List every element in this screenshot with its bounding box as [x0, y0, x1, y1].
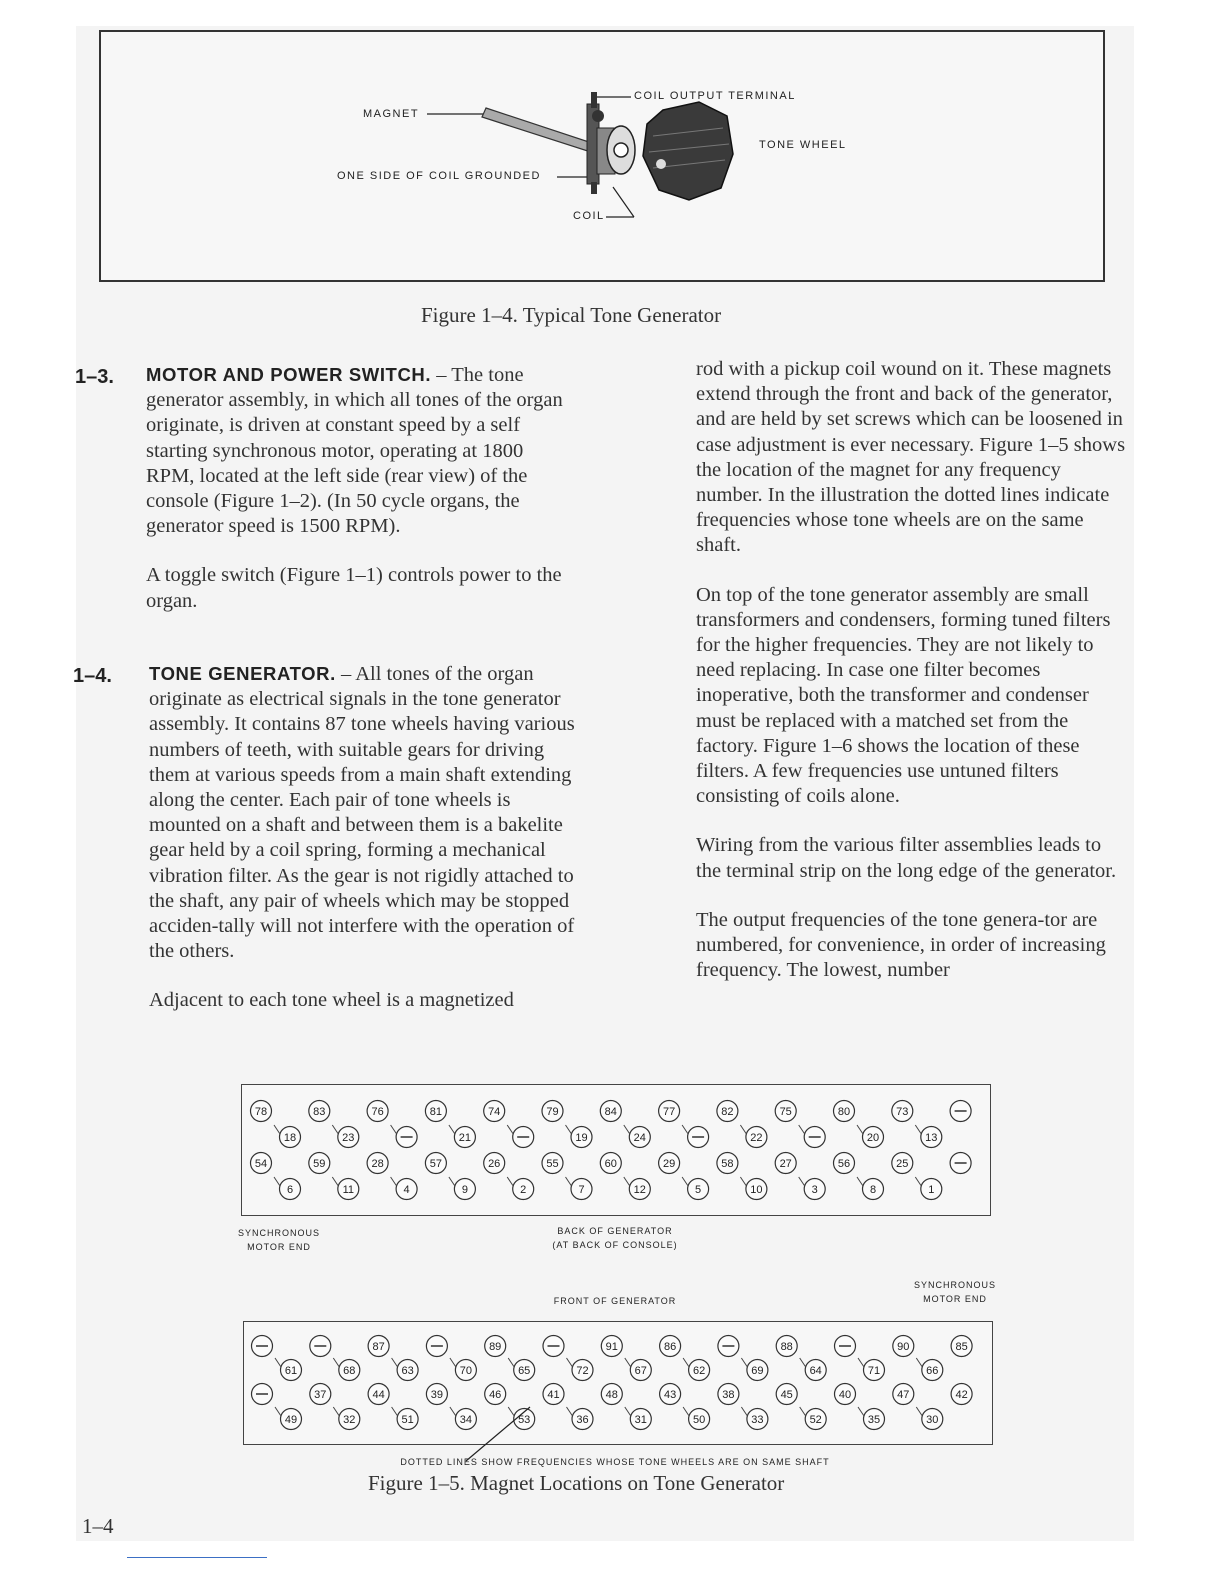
- svg-text:36: 36: [576, 1414, 589, 1426]
- svg-text:11: 11: [342, 1184, 355, 1196]
- svg-text:63: 63: [401, 1365, 414, 1377]
- back-magnet-blank: [396, 1127, 417, 1148]
- front-magnet-31: [630, 1409, 651, 1430]
- back-shaft-line: [624, 1125, 630, 1134]
- back-magnet-1: [921, 1179, 942, 1200]
- back-magnet-blank: [804, 1127, 825, 1148]
- figure-1-4-caption: Figure 1–4. Typical Tone Generator: [421, 303, 722, 327]
- svg-text:44: 44: [372, 1389, 385, 1401]
- back-magnet-blank: [950, 1101, 971, 1122]
- back-shaft-line: [566, 1177, 572, 1186]
- back-magnet-18: [280, 1127, 301, 1148]
- front-shaft-line: [392, 1358, 398, 1367]
- back-magnet-blank: [950, 1153, 971, 1174]
- svg-text:52: 52: [809, 1414, 822, 1426]
- svg-text:32: 32: [343, 1414, 356, 1426]
- back-magnet-2: [513, 1179, 534, 1200]
- svg-text:37: 37: [314, 1389, 327, 1401]
- back-shaft-line: [274, 1125, 280, 1134]
- front-shaft-line: [858, 1358, 864, 1367]
- svg-text:23: 23: [342, 1132, 355, 1144]
- front-magnet-blank: [310, 1336, 331, 1357]
- back-magnet-26: [484, 1153, 505, 1174]
- back-magnet-75: [775, 1101, 796, 1122]
- front-magnet-64: [805, 1360, 826, 1381]
- back-magnet-59: [309, 1153, 330, 1174]
- back-magnet-5: [688, 1179, 709, 1200]
- svg-text:27: 27: [779, 1158, 792, 1170]
- svg-text:4: 4: [403, 1184, 410, 1196]
- svg-text:59: 59: [313, 1158, 326, 1170]
- back-shaft-line: [915, 1177, 921, 1186]
- svg-text:10: 10: [750, 1184, 763, 1196]
- svg-text:74: 74: [488, 1106, 501, 1118]
- right-paragraph-2: On top of the tone generator assembly are small transformers and condensers, forming tuned filters for the higher frequencies. They are not likely to need replacing. In case one filter becomes inoperative, both the transformer and condenser must be replaced with a matched set from the factory. Figure 1–6 shows the location of these filters. A few frequencies use untuned filters consisting of coils alone.: [696, 583, 1111, 808]
- front-magnet-71: [864, 1360, 885, 1381]
- front-magnet-40: [835, 1384, 856, 1405]
- front-magnet-61: [281, 1360, 302, 1381]
- svg-text:6: 6: [286, 1184, 294, 1196]
- front-magnet-35: [864, 1409, 885, 1430]
- back-magnet-78: [251, 1101, 272, 1122]
- back-shaft-line: [857, 1177, 863, 1186]
- back-magnet-27: [775, 1153, 796, 1174]
- front-magnet-67: [630, 1360, 651, 1381]
- front-magnet-91: [601, 1336, 622, 1357]
- svg-text:18: 18: [283, 1132, 297, 1144]
- section-1-4-paragraph: [149, 661, 579, 964]
- right-paragraph-1: rod with a pickup coil wound on it. These magnets extend through the front and back of the generator, and are held by set screws which can be loosened in case adjustment is ever necessary. Figure 1–5 shows the location of the magnet for any frequency number. In the illustration the dotted lines indicate frequencies whose tone wheels are on the same shaft.: [696, 358, 1126, 557]
- svg-text:75: 75: [779, 1106, 792, 1118]
- svg-text:33: 33: [751, 1414, 764, 1426]
- back-of-generator-line2: (AT BACK OF CONSOLE): [552, 1240, 678, 1250]
- front-shaft-line: [275, 1358, 281, 1367]
- front-shaft-line: [683, 1358, 689, 1367]
- svg-text:53: 53: [518, 1414, 531, 1426]
- svg-text:25: 25: [896, 1158, 909, 1170]
- front-magnet-38: [718, 1384, 739, 1405]
- svg-text:5: 5: [695, 1184, 702, 1196]
- svg-text:22: 22: [750, 1132, 763, 1144]
- page-number: 1–4: [82, 1514, 114, 1538]
- svg-text:85: 85: [955, 1341, 968, 1353]
- back-shaft-line: [682, 1177, 688, 1186]
- front-magnet-46: [485, 1384, 506, 1405]
- svg-text:41: 41: [547, 1389, 560, 1401]
- svg-text:81: 81: [429, 1106, 443, 1118]
- back-shaft-line: [449, 1177, 455, 1186]
- back-magnet-80: [834, 1101, 855, 1122]
- front-magnet-89: [485, 1336, 506, 1357]
- svg-text:71: 71: [867, 1365, 881, 1377]
- front-shaft-line: [625, 1358, 631, 1367]
- front-magnet-30: [922, 1409, 943, 1430]
- back-shaft-line: [799, 1125, 805, 1134]
- front-magnet-blank: [718, 1336, 739, 1357]
- back-shaft-line: [274, 1177, 280, 1186]
- front-magnet-37: [310, 1384, 331, 1405]
- coil-output-terminal-label: COIL OUTPUT TERMINAL: [634, 90, 796, 102]
- svg-text:30: 30: [926, 1414, 939, 1426]
- back-magnet-23: [338, 1127, 359, 1148]
- back-magnet-8: [863, 1179, 884, 1200]
- front-shaft-line: [625, 1407, 631, 1416]
- front-magnet-32: [339, 1409, 360, 1430]
- svg-text:28: 28: [371, 1158, 384, 1170]
- front-magnet-63: [397, 1360, 418, 1381]
- back-shaft-line: [740, 1177, 746, 1186]
- front-magnet-90: [893, 1336, 914, 1357]
- back-magnet-74: [484, 1101, 505, 1122]
- back-magnet-76: [367, 1101, 388, 1122]
- svg-text:45: 45: [780, 1389, 793, 1401]
- svg-text:48: 48: [605, 1389, 618, 1401]
- sync-motor-right-line1: SYNCHRONOUS: [913, 1280, 996, 1290]
- back-magnet-21: [454, 1127, 475, 1148]
- back-shaft-line: [391, 1125, 397, 1134]
- front-magnet-65: [514, 1360, 535, 1381]
- back-magnet-54: [251, 1153, 272, 1174]
- front-magnet-blank: [252, 1336, 273, 1357]
- svg-text:72: 72: [576, 1365, 589, 1377]
- front-magnet-blank: [252, 1384, 273, 1405]
- figure-1-5-caption: Figure 1–5. Magnet Locations on Tone Generator: [368, 1471, 785, 1495]
- svg-text:83: 83: [313, 1106, 326, 1118]
- svg-text:20: 20: [866, 1132, 880, 1144]
- right-column: [696, 357, 1128, 1007]
- front-magnet-43: [660, 1384, 681, 1405]
- front-shaft-line: [683, 1407, 689, 1416]
- front-magnet-66: [922, 1360, 943, 1381]
- back-magnet-20: [863, 1127, 884, 1148]
- front-shaft-line: [392, 1407, 398, 1416]
- back-magnet-77: [659, 1101, 680, 1122]
- left-column-bottom: [149, 661, 579, 1038]
- back-magnet-82: [717, 1101, 738, 1122]
- front-shaft-line: [508, 1358, 514, 1367]
- back-magnet-7: [571, 1179, 592, 1200]
- front-magnet-52: [805, 1409, 826, 1430]
- back-shaft-line: [391, 1177, 397, 1186]
- front-magnet-70: [455, 1360, 476, 1381]
- back-magnet-9: [454, 1179, 475, 1200]
- back-magnet-58: [717, 1153, 738, 1174]
- section-1-4-number: 1–4.: [73, 665, 112, 687]
- svg-text:34: 34: [459, 1414, 473, 1426]
- generator-back-diagram: [241, 1084, 991, 1216]
- figure-1-4-box: [99, 30, 1105, 282]
- front-magnet-85: [951, 1336, 972, 1357]
- back-magnet-81: [425, 1101, 446, 1122]
- svg-text:2: 2: [520, 1184, 527, 1196]
- svg-text:12: 12: [633, 1184, 646, 1196]
- back-magnet-12: [629, 1179, 650, 1200]
- front-magnet-45: [776, 1384, 797, 1405]
- back-magnet-3: [804, 1179, 825, 1200]
- tone-generator-illustration: [101, 32, 1103, 280]
- generator-front-diagram: [243, 1321, 993, 1445]
- front-magnet-48: [601, 1384, 622, 1405]
- section-1-3-number: 1–3.: [75, 366, 114, 388]
- front-of-generator-label: FRONT OF GENERATOR: [553, 1296, 677, 1306]
- svg-text:73: 73: [896, 1106, 909, 1118]
- svg-text:7: 7: [578, 1184, 585, 1196]
- front-magnet-blank: [426, 1336, 447, 1357]
- back-shaft-line: [507, 1177, 513, 1186]
- svg-text:66: 66: [926, 1365, 939, 1377]
- right-paragraph-3: Wiring from the various filter assemblies leads to the terminal strip on the long edge of the generator.: [696, 834, 1117, 882]
- svg-text:43: 43: [663, 1389, 677, 1401]
- front-shaft-line: [741, 1407, 747, 1416]
- back-magnet-83: [309, 1101, 330, 1122]
- front-magnet-49: [281, 1409, 302, 1430]
- back-magnet-4: [396, 1179, 417, 1200]
- back-magnet-19: [571, 1127, 592, 1148]
- svg-text:1: 1: [928, 1184, 935, 1196]
- back-shaft-line: [332, 1125, 338, 1134]
- svg-text:82: 82: [721, 1106, 734, 1118]
- front-magnet-69: [747, 1360, 768, 1381]
- generator-back-magnets: [242, 1085, 990, 1215]
- section-1-4-title: TONE GENERATOR.: [149, 663, 336, 684]
- svg-text:38: 38: [722, 1389, 735, 1401]
- back-magnet-11: [338, 1179, 359, 1200]
- back-magnet-blank: [513, 1127, 534, 1148]
- back-magnet-28: [367, 1153, 388, 1174]
- svg-text:51: 51: [401, 1414, 414, 1426]
- svg-text:54: 54: [254, 1158, 268, 1170]
- front-magnet-72: [572, 1360, 593, 1381]
- svg-text:80: 80: [837, 1106, 851, 1118]
- front-shaft-line: [450, 1358, 456, 1367]
- tone-wheel-label: TONE WHEEL: [759, 139, 847, 151]
- svg-text:68: 68: [343, 1365, 356, 1377]
- front-shaft-line: [741, 1358, 747, 1367]
- front-magnet-blank: [543, 1336, 564, 1357]
- svg-text:29: 29: [662, 1158, 676, 1170]
- front-shaft-line: [916, 1358, 922, 1367]
- sync-motor-right-line2: MOTOR END: [923, 1294, 987, 1304]
- svg-text:79: 79: [546, 1106, 559, 1118]
- front-shaft-line: [333, 1407, 339, 1416]
- back-magnet-84: [600, 1101, 621, 1122]
- section-1-3-paragraph: [146, 362, 576, 539]
- back-magnet-73: [892, 1101, 913, 1122]
- svg-text:26: 26: [488, 1158, 501, 1170]
- back-shaft-line: [449, 1125, 455, 1134]
- front-magnet-51: [397, 1409, 418, 1430]
- svg-text:39: 39: [430, 1389, 444, 1401]
- back-magnet-60: [600, 1153, 621, 1174]
- section-1-4-paragraph-2: Adjacent to each tone wheel is a magnetized: [149, 989, 514, 1012]
- svg-text:61: 61: [284, 1365, 298, 1377]
- svg-text:58: 58: [721, 1158, 734, 1170]
- svg-text:69: 69: [751, 1365, 764, 1377]
- sync-motor-left-label: [224, 1226, 334, 1254]
- front-magnet-50: [689, 1409, 710, 1430]
- svg-text:49: 49: [284, 1414, 298, 1426]
- magnet-label: MAGNET: [363, 108, 420, 120]
- svg-text:55: 55: [546, 1158, 559, 1170]
- svg-text:42: 42: [955, 1389, 968, 1401]
- front-shaft-line: [450, 1407, 456, 1416]
- left-column-top: [146, 362, 576, 638]
- svg-text:88: 88: [780, 1341, 793, 1353]
- back-magnet-57: [425, 1153, 446, 1174]
- back-magnet-24: [629, 1127, 650, 1148]
- front-shaft-line: [567, 1358, 573, 1367]
- svg-text:76: 76: [371, 1106, 384, 1118]
- svg-text:46: 46: [489, 1389, 502, 1401]
- svg-text:8: 8: [869, 1184, 877, 1196]
- svg-text:40: 40: [838, 1389, 852, 1401]
- svg-text:91: 91: [605, 1341, 618, 1353]
- back-magnet-25: [892, 1153, 913, 1174]
- front-shaft-line: [858, 1407, 864, 1416]
- front-magnet-blank: [835, 1336, 856, 1357]
- right-paragraph-4: The output frequencies of the tone genera-tor are numbered, for convenience, in order of increasing frequency. The lowest, number: [696, 908, 1106, 982]
- svg-text:86: 86: [663, 1341, 677, 1353]
- back-shaft-line: [624, 1177, 630, 1186]
- svg-text:56: 56: [837, 1158, 851, 1170]
- svg-text:62: 62: [692, 1365, 706, 1377]
- svg-text:60: 60: [604, 1158, 617, 1170]
- svg-text:64: 64: [809, 1365, 822, 1377]
- back-magnet-29: [659, 1153, 680, 1174]
- front-magnet-47: [893, 1384, 914, 1405]
- front-magnet-42: [951, 1384, 972, 1405]
- front-magnet-62: [689, 1360, 710, 1381]
- front-magnet-88: [776, 1336, 797, 1357]
- front-magnet-68: [339, 1360, 360, 1381]
- svg-text:47: 47: [897, 1389, 910, 1401]
- back-magnet-13: [921, 1127, 942, 1148]
- back-shaft-line: [740, 1125, 746, 1134]
- svg-text:89: 89: [489, 1341, 502, 1353]
- svg-text:35: 35: [867, 1414, 881, 1426]
- front-magnet-41: [543, 1384, 564, 1405]
- svg-text:84: 84: [604, 1106, 617, 1118]
- front-magnet-86: [660, 1336, 681, 1357]
- back-magnet-10: [746, 1179, 767, 1200]
- generator-front-magnets: [244, 1322, 992, 1444]
- back-magnet-22: [746, 1127, 767, 1148]
- svg-text:65: 65: [518, 1365, 531, 1377]
- coil-grounded-label: ONE SIDE OF COIL GROUNDED: [337, 170, 541, 182]
- svg-text:67: 67: [634, 1365, 647, 1377]
- svg-text:13: 13: [925, 1132, 938, 1144]
- blue-rule: [127, 1557, 267, 1558]
- back-shaft-line: [799, 1177, 805, 1186]
- back-magnet-55: [542, 1153, 563, 1174]
- svg-text:78: 78: [254, 1106, 268, 1118]
- svg-text:19: 19: [575, 1132, 588, 1144]
- svg-text:50: 50: [692, 1414, 706, 1426]
- front-shaft-line: [333, 1358, 339, 1367]
- svg-text:24: 24: [633, 1132, 646, 1144]
- coil-label: COIL: [573, 210, 605, 222]
- svg-text:70: 70: [459, 1365, 473, 1377]
- section-1-4-body: – All tones of the organ originate as electrical signals in the tone generator assembly. It contains 87 tone wheels having various numbers of teeth, with suitable gears for driving them at various speeds from a main shaft extending along the center. Each pair of tone wheels is mounted on a shaft and between them is a bakelite gear held by a coil spring, forming a mechanical vibration filter. As the gear is not rigidly attached to the shaft, any pair of wheels which may be stopped acciden-tally will not interfere with the operation of the others.: [149, 663, 575, 963]
- back-of-generator-line1: BACK OF GENERATOR: [557, 1226, 673, 1236]
- front-magnet-36: [572, 1409, 593, 1430]
- svg-text:57: 57: [429, 1158, 443, 1170]
- back-magnet-blank: [688, 1127, 709, 1148]
- section-1-3-body: – The tone generator assembly, in which all tones of the organ originate, is driven at constant speed by a self starting synchronous motor, operating at 1800 RPM, located at the left side (rear view) of the console (Figure 1–2). (In 50 cycle organs, the generator speed is 1500 RPM).: [146, 364, 563, 538]
- dotted-lines-note: DOTTED LINES SHOW FREQUENCIES WHOSE TONE WHEELS ARE ON SAME SHAFT: [400, 1457, 830, 1467]
- back-shaft-line: [682, 1125, 688, 1134]
- back-shaft-line: [332, 1177, 338, 1186]
- svg-text:21: 21: [458, 1132, 472, 1144]
- svg-text:31: 31: [634, 1414, 647, 1426]
- back-shaft-line: [857, 1125, 863, 1134]
- front-shaft-line: [275, 1407, 281, 1416]
- back-shaft-line: [507, 1125, 513, 1134]
- section-1-3-paragraph-2: A toggle switch (Figure 1–1) controls power to the organ.: [146, 564, 562, 612]
- front-magnet-44: [368, 1384, 389, 1405]
- back-of-generator-label: [540, 1224, 690, 1252]
- back-shaft-line: [915, 1125, 921, 1134]
- front-shaft-line: [800, 1407, 806, 1416]
- front-shaft-line: [800, 1358, 806, 1367]
- sync-motor-left-line2: MOTOR END: [247, 1242, 311, 1252]
- front-magnet-87: [368, 1336, 389, 1357]
- section-1-3-title: MOTOR AND POWER SWITCH.: [146, 364, 432, 385]
- svg-text:3: 3: [811, 1184, 818, 1196]
- svg-text:87: 87: [372, 1341, 385, 1353]
- svg-text:9: 9: [461, 1184, 468, 1196]
- back-shaft-line: [566, 1125, 572, 1134]
- svg-text:77: 77: [662, 1106, 676, 1118]
- back-magnet-56: [834, 1153, 855, 1174]
- sync-motor-left-line1: SYNCHRONOUS: [237, 1228, 320, 1238]
- back-magnet-6: [280, 1179, 301, 1200]
- back-magnet-79: [542, 1101, 563, 1122]
- front-magnet-33: [747, 1409, 768, 1430]
- svg-text:90: 90: [897, 1341, 910, 1353]
- front-shaft-line: [916, 1407, 922, 1416]
- front-shaft-line: [567, 1407, 573, 1416]
- sync-motor-right-label: [900, 1278, 1010, 1306]
- front-magnet-39: [426, 1384, 447, 1405]
